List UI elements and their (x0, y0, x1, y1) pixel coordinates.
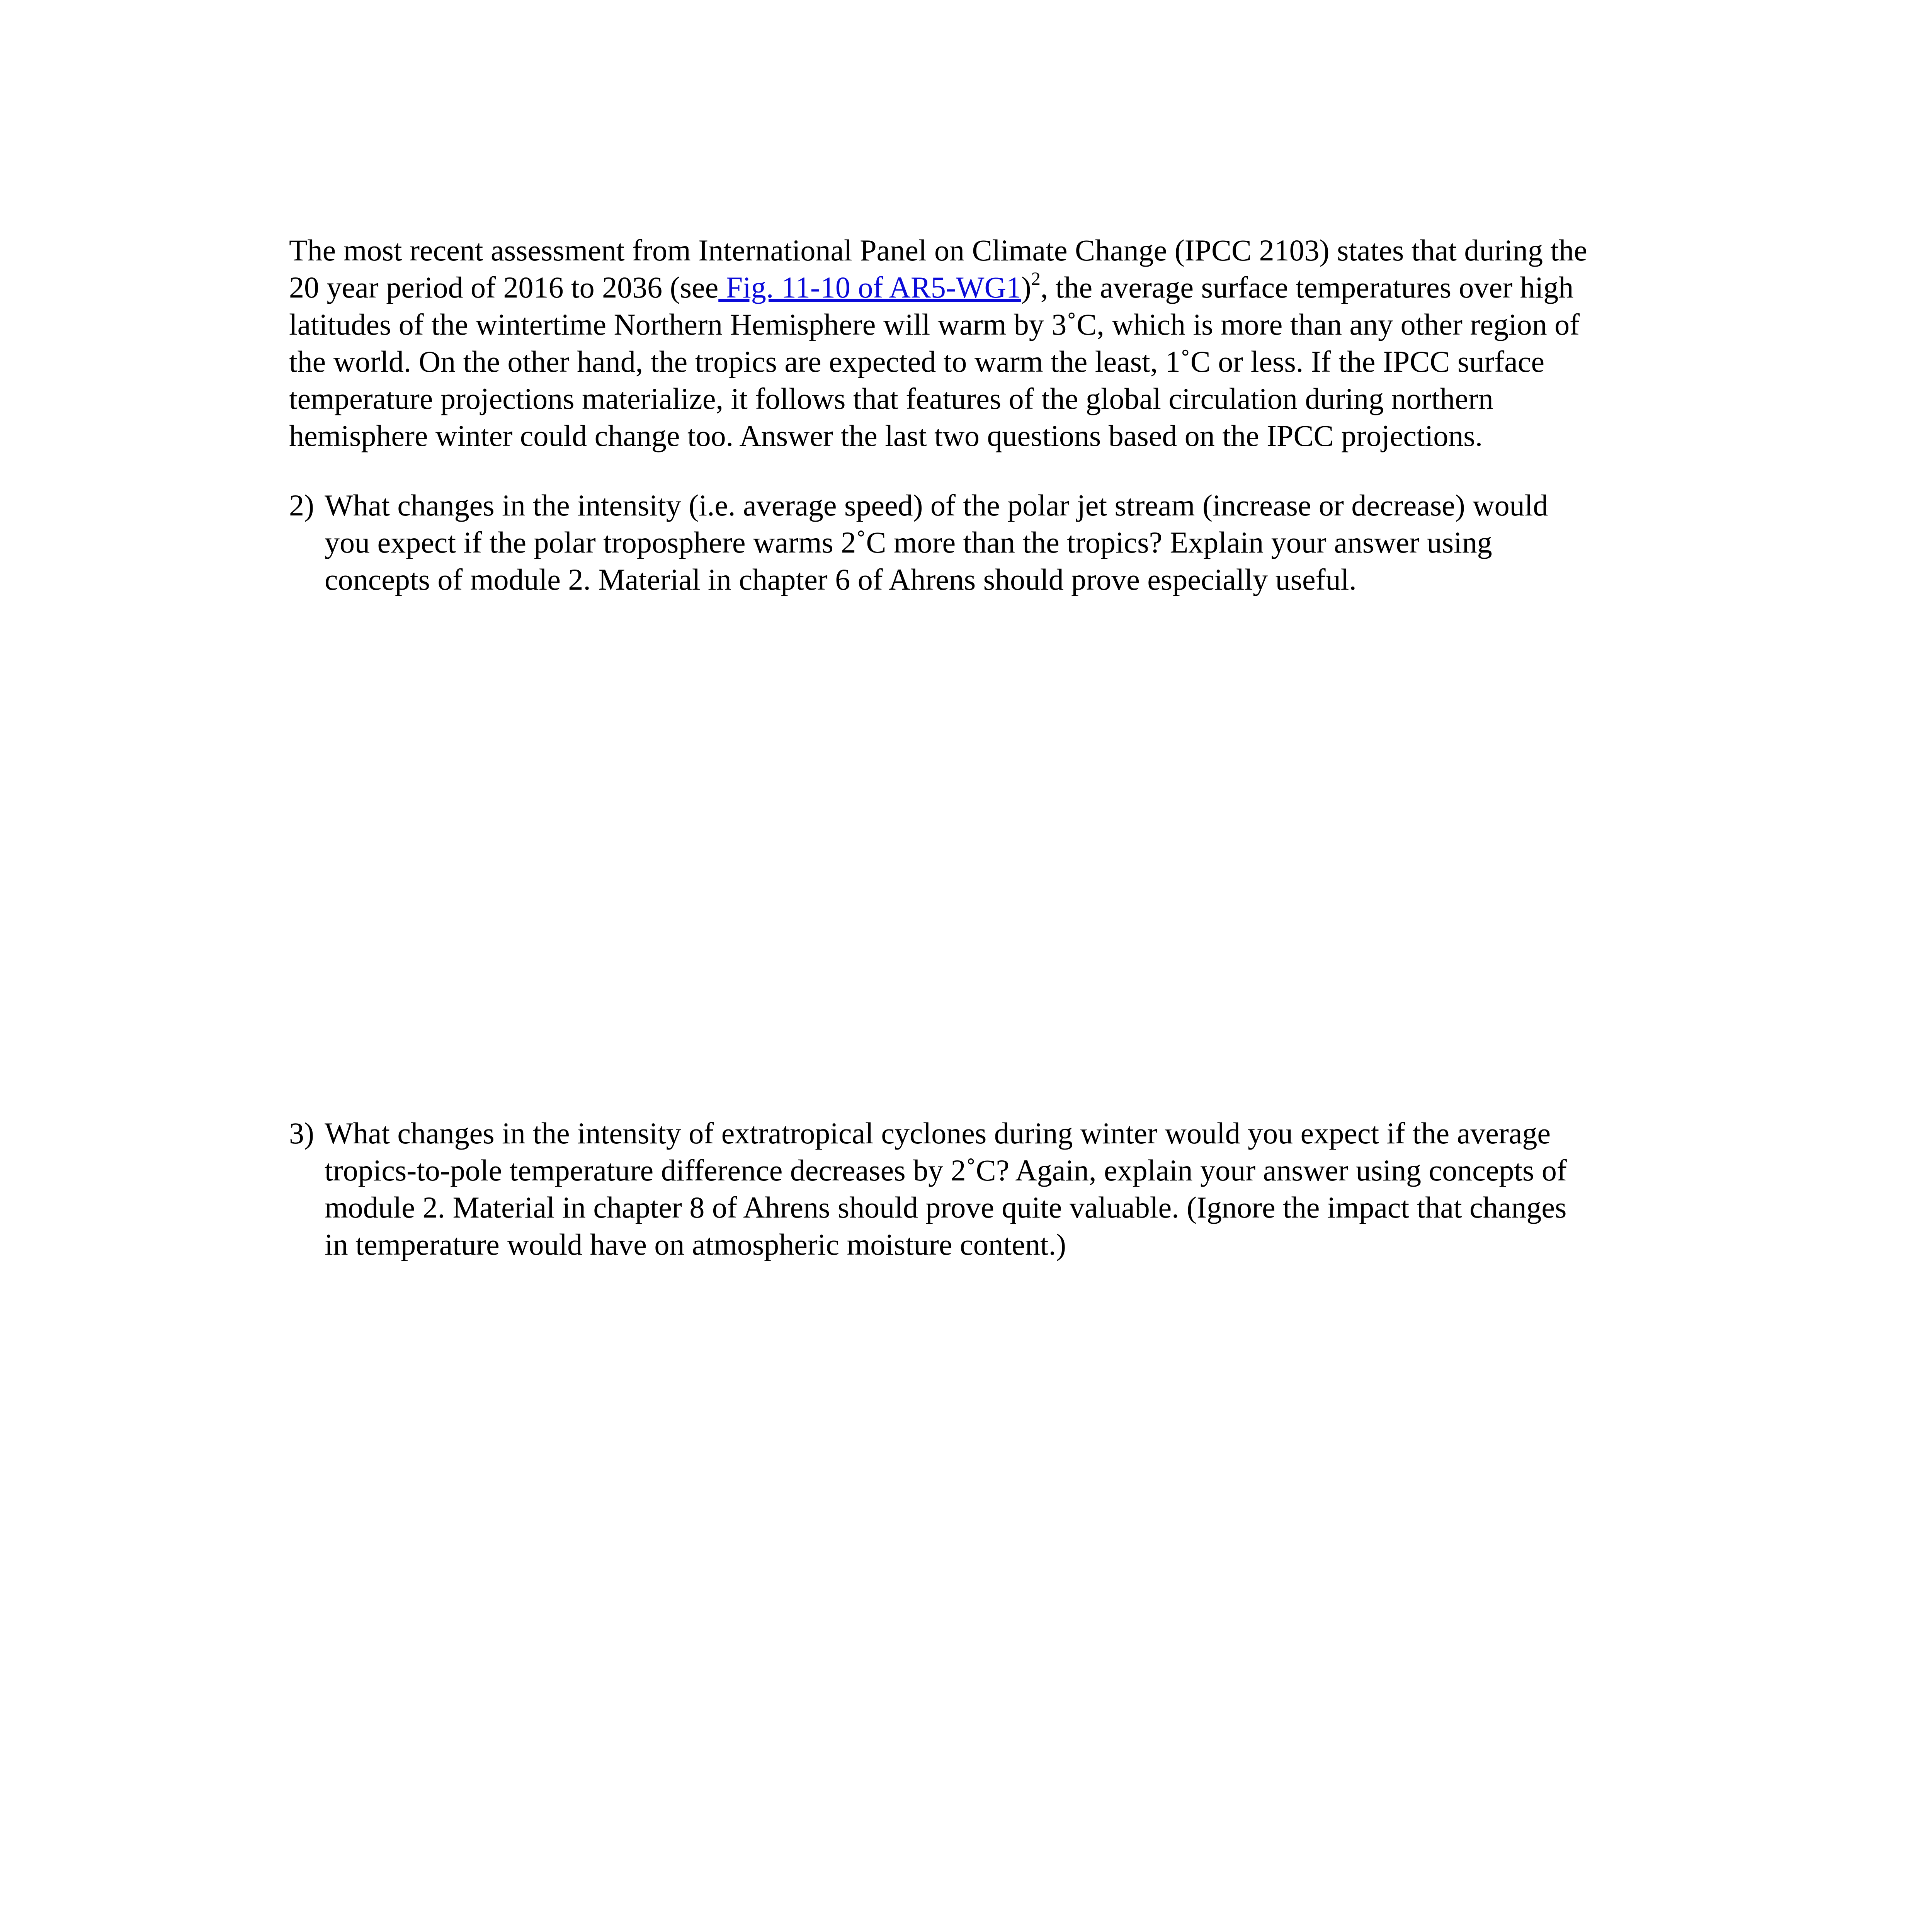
link-close-paren: ) (1021, 270, 1031, 304)
question-3-line-2: tropics-to-pole temperature difference decreases by 2˚C? Again, explain your answer using concepts of (325, 1153, 1567, 1187)
question-2-line-2: you expect if the polar troposphere warms 2˚C more than the tropics? Explain your answer using (325, 526, 1492, 559)
question-3-number: 3) (289, 1116, 314, 1150)
question-2-number: 2) (289, 488, 314, 522)
intro-line-4: the world. On the other hand, the tropics are expected to warm the least, 1˚C or less. If the IPCC surface (289, 345, 1544, 378)
question-3-line-1 (289, 1115, 1688, 1152)
question-2-line-1 (289, 487, 1688, 524)
intro-line-1: The most recent assessment from International Panel on Climate Change (IPCC 2103) states that during the (289, 233, 1587, 267)
intro-line-2-end: , the average surface temperatures over high (1040, 270, 1574, 304)
question-2-line-3: concepts of module 2. Material in chapter 6 of Ahrens should prove especially useful. (325, 563, 1357, 596)
intro-paragraph (289, 232, 1688, 454)
question-3-line-4: in temperature would have on atmospheric moisture content.) (325, 1228, 1066, 1261)
intro-line-6: hemisphere winter could change too. Answer the last two questions based on the IPCC projections. (289, 419, 1483, 452)
footnote-reference[interactable]: 2 (1031, 269, 1041, 289)
intro-line-3: latitudes of the wintertime Northern Hemisphere will warm by 3˚C, which is more than any other region of (289, 308, 1580, 341)
figure-link[interactable]: Fig. 11-10 of AR5-WG1 (718, 270, 1021, 304)
question-3 (289, 1115, 1688, 1263)
intro-line-2-start: 20 year period of 2016 to 2036 (see (289, 270, 719, 304)
intro-line-2 (289, 269, 1688, 306)
question-2-text-1: What changes in the intensity (i.e. average speed) of the polar jet stream (increase or decrease) would (325, 488, 1548, 522)
intro-line-5: temperature projections materialize, it follows that features of the global circulation during northern (289, 382, 1493, 415)
question-3-text-1: What changes in the intensity of extratropical cyclones during winter would you expect if the average (325, 1116, 1551, 1150)
question-2 (289, 487, 1688, 598)
question-3-line-3: module 2. Material in chapter 8 of Ahrens should prove quite valuable. (Ignore the impact that changes (325, 1190, 1567, 1224)
